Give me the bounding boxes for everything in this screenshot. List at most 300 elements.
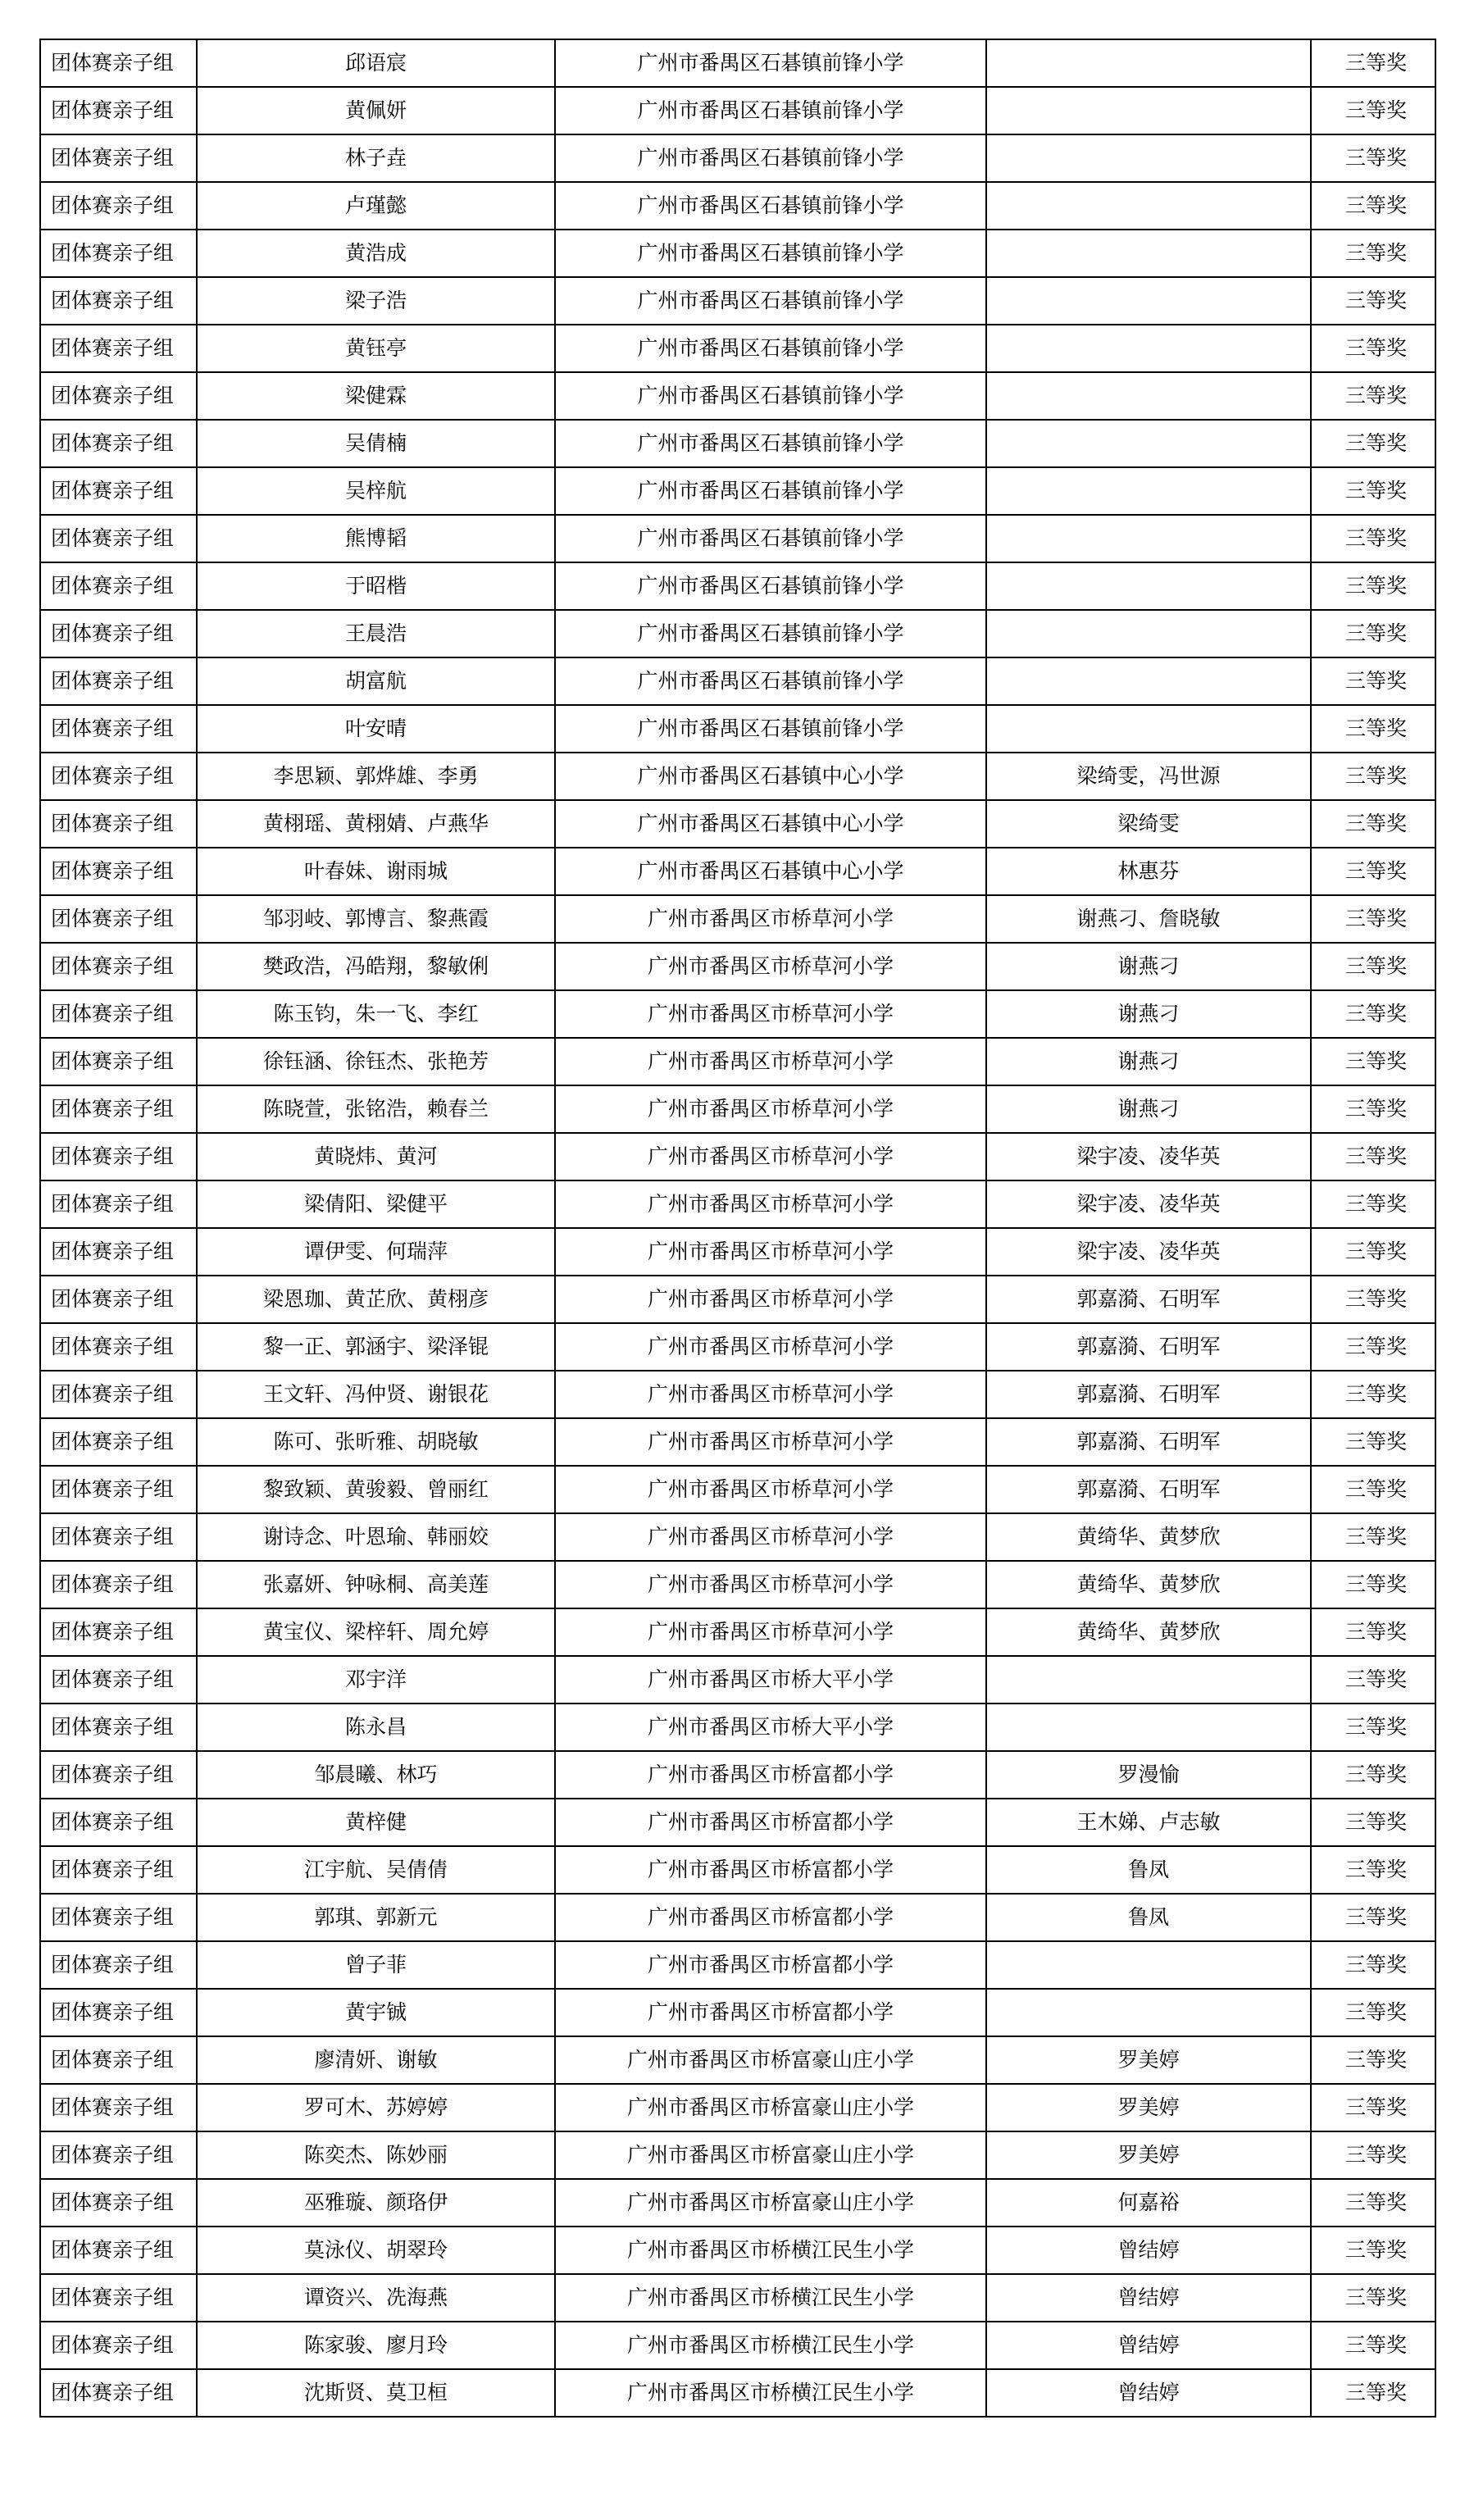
table-row [40,467,1435,515]
group-cell: 团体赛亲子组 [40,1656,197,1704]
teacher-cell: 梁宇凌、凌华英 [986,1180,1311,1228]
school-cell: 广州市番禺区市桥富都小学 [555,1751,986,1799]
teacher-cell: 郭嘉漪、石明军 [986,1323,1311,1371]
award-cell: 三等奖 [1311,1466,1435,1513]
school-cell: 广州市番禺区市桥富都小学 [555,1799,986,1846]
group-cell: 团体赛亲子组 [40,2322,197,2369]
teacher-cell: 谢燕刁 [986,990,1311,1038]
teacher-cell [986,657,1311,705]
group-cell: 团体赛亲子组 [40,1038,197,1085]
participant-names-cell: 陈永昌 [197,1704,555,1751]
participant-names-cell: 吴倩楠 [197,420,555,467]
group-cell: 团体赛亲子组 [40,2131,197,2179]
school-cell: 广州市番禺区市桥草河小学 [555,943,986,990]
award-cell: 三等奖 [1311,943,1435,990]
school-cell: 广州市番禺区市桥草河小学 [555,1038,986,1085]
school-cell: 广州市番禺区市桥大平小学 [555,1656,986,1704]
school-cell: 广州市番禺区市桥草河小学 [555,1180,986,1228]
award-cell: 三等奖 [1311,39,1435,87]
school-cell: 广州市番禺区市桥草河小学 [555,1085,986,1133]
group-cell: 团体赛亲子组 [40,1133,197,1180]
group-cell: 团体赛亲子组 [40,39,197,87]
table-row [40,87,1435,134]
table-row [40,325,1435,372]
table-row [40,610,1435,657]
group-cell: 团体赛亲子组 [40,753,197,800]
group-cell: 团体赛亲子组 [40,1276,197,1323]
teacher-cell [986,1656,1311,1704]
group-cell: 团体赛亲子组 [40,1180,197,1228]
teacher-cell [986,39,1311,87]
teacher-cell: 梁宇凌、凌华英 [986,1133,1311,1180]
school-cell: 广州市番禺区市桥草河小学 [555,1418,986,1466]
participant-names-cell: 邹羽岐、郭博言、黎燕霞 [197,895,555,943]
teacher-cell [986,182,1311,230]
teacher-cell: 谢燕刁 [986,1085,1311,1133]
group-cell: 团体赛亲子组 [40,1085,197,1133]
table-row [40,420,1435,467]
table-row [40,1656,1435,1704]
award-cell: 三等奖 [1311,87,1435,134]
participant-names-cell: 巫雅璇、颜珞伊 [197,2179,555,2227]
table-row [40,1704,1435,1751]
award-cell: 三等奖 [1311,848,1435,895]
table-row [40,1038,1435,1085]
teacher-cell: 罗美婷 [986,2036,1311,2084]
award-cell: 三等奖 [1311,420,1435,467]
school-cell: 广州市番禺区石碁镇前锋小学 [555,562,986,610]
award-cell: 三等奖 [1311,1799,1435,1846]
group-cell: 团体赛亲子组 [40,325,197,372]
participant-names-cell: 黄晓炜、黄河 [197,1133,555,1180]
teacher-cell: 郭嘉漪、石明军 [986,1466,1311,1513]
school-cell: 广州市番禺区市桥富豪山庄小学 [555,2131,986,2179]
teacher-cell: 罗美婷 [986,2131,1311,2179]
teacher-cell [986,277,1311,325]
teacher-cell: 谢燕刁 [986,1038,1311,1085]
participant-names-cell: 罗可木、苏婷婷 [197,2084,555,2131]
table-row [40,753,1435,800]
table-row [40,1228,1435,1276]
teacher-cell: 郭嘉漪、石明军 [986,1276,1311,1323]
group-cell: 团体赛亲子组 [40,2036,197,2084]
school-cell: 广州市番禺区市桥横江民生小学 [555,2369,986,2417]
group-cell: 团体赛亲子组 [40,2274,197,2322]
table-row [40,1371,1435,1418]
award-cell: 三等奖 [1311,1656,1435,1704]
school-cell: 广州市番禺区石碁镇中心小学 [555,753,986,800]
award-cell: 三等奖 [1311,1846,1435,1894]
award-cell: 三等奖 [1311,2322,1435,2369]
table-row [40,2131,1435,2179]
group-cell: 团体赛亲子组 [40,1894,197,1941]
table-row [40,1561,1435,1608]
school-cell: 广州市番禺区市桥草河小学 [555,1608,986,1656]
table-row [40,1894,1435,1941]
participant-names-cell: 叶安晴 [197,705,555,753]
participant-names-cell: 卢瑾懿 [197,182,555,230]
participant-names-cell: 熊博韬 [197,515,555,562]
participant-names-cell: 林子垚 [197,134,555,182]
teacher-cell: 何嘉裕 [986,2179,1311,2227]
school-cell: 广州市番禺区石碁镇前锋小学 [555,134,986,182]
group-cell: 团体赛亲子组 [40,848,197,895]
teacher-cell: 曾结婷 [986,2227,1311,2274]
participant-names-cell: 叶春妹、谢雨城 [197,848,555,895]
group-cell: 团体赛亲子组 [40,2084,197,2131]
table-row [40,848,1435,895]
teacher-cell: 曾结婷 [986,2322,1311,2369]
school-cell: 广州市番禺区石碁镇前锋小学 [555,87,986,134]
group-cell: 团体赛亲子组 [40,1323,197,1371]
award-cell: 三等奖 [1311,1323,1435,1371]
group-cell: 团体赛亲子组 [40,610,197,657]
teacher-cell [986,1941,1311,1989]
school-cell: 广州市番禺区市桥富都小学 [555,1846,986,1894]
school-cell: 广州市番禺区市桥横江民生小学 [555,2227,986,2274]
participant-names-cell: 王晨浩 [197,610,555,657]
table-row [40,1085,1435,1133]
participant-names-cell: 李思颖、郭烨雄、李勇 [197,753,555,800]
table-row [40,657,1435,705]
award-cell: 三等奖 [1311,2369,1435,2417]
teacher-cell: 罗美婷 [986,2084,1311,2131]
school-cell: 广州市番禺区石碁镇前锋小学 [555,467,986,515]
table-row [40,1513,1435,1561]
participant-names-cell: 梁子浩 [197,277,555,325]
table-row [40,895,1435,943]
participant-names-cell: 郭琪、郭新元 [197,1894,555,1941]
group-cell: 团体赛亲子组 [40,467,197,515]
award-cell: 三等奖 [1311,2227,1435,2274]
school-cell: 广州市番禺区市桥横江民生小学 [555,2322,986,2369]
group-cell: 团体赛亲子组 [40,1941,197,1989]
participant-names-cell: 谢诗念、叶恩瑜、韩丽姣 [197,1513,555,1561]
table-row [40,1799,1435,1846]
award-cell: 三等奖 [1311,657,1435,705]
participant-names-cell: 黎致颖、黄骏毅、曾丽红 [197,1466,555,1513]
table-row [40,1276,1435,1323]
table-row [40,2227,1435,2274]
participant-names-cell: 莫泳仪、胡翠玲 [197,2227,555,2274]
school-cell: 广州市番禺区市桥草河小学 [555,1466,986,1513]
award-cell: 三等奖 [1311,1989,1435,2036]
participant-names-cell: 陈可、张昕雅、胡晓敏 [197,1418,555,1466]
table-row [40,1989,1435,2036]
group-cell: 团体赛亲子组 [40,2369,197,2417]
awards-table-body [40,39,1435,2417]
table-row [40,1846,1435,1894]
participant-names-cell: 陈晓萱，张铭浩，赖春兰 [197,1085,555,1133]
group-cell: 团体赛亲子组 [40,2227,197,2274]
school-cell: 广州市番禺区石碁镇前锋小学 [555,372,986,420]
table-row [40,1608,1435,1656]
participant-names-cell: 黄栩瑶、黄栩婧、卢燕华 [197,800,555,848]
table-row [40,705,1435,753]
teacher-cell [986,1704,1311,1751]
school-cell: 广州市番禺区石碁镇前锋小学 [555,182,986,230]
table-row [40,943,1435,990]
participant-names-cell: 陈家骏、廖月玲 [197,2322,555,2369]
group-cell: 团体赛亲子组 [40,1371,197,1418]
participant-names-cell: 邓宇洋 [197,1656,555,1704]
award-cell: 三等奖 [1311,753,1435,800]
school-cell: 广州市番禺区市桥草河小学 [555,1133,986,1180]
teacher-cell [986,420,1311,467]
teacher-cell [986,87,1311,134]
school-cell: 广州市番禺区市桥草河小学 [555,1371,986,1418]
participant-names-cell: 黄浩成 [197,230,555,277]
teacher-cell [986,610,1311,657]
school-cell: 广州市番禺区市桥草河小学 [555,895,986,943]
participant-names-cell: 黄钰亭 [197,325,555,372]
group-cell: 团体赛亲子组 [40,1513,197,1561]
teacher-cell: 曾结婷 [986,2274,1311,2322]
participant-names-cell: 曾子菲 [197,1941,555,1989]
table-row [40,2179,1435,2227]
table-row [40,1751,1435,1799]
group-cell: 团体赛亲子组 [40,1989,197,2036]
table-row [40,1466,1435,1513]
teacher-cell [986,325,1311,372]
participant-names-cell: 陈奕杰、陈妙丽 [197,2131,555,2179]
group-cell: 团体赛亲子组 [40,230,197,277]
group-cell: 团体赛亲子组 [40,1418,197,1466]
group-cell: 团体赛亲子组 [40,943,197,990]
award-cell: 三等奖 [1311,1704,1435,1751]
school-cell: 广州市番禺区石碁镇中心小学 [555,848,986,895]
school-cell: 广州市番禺区市桥大平小学 [555,1704,986,1751]
table-row [40,277,1435,325]
table-row [40,230,1435,277]
group-cell: 团体赛亲子组 [40,1466,197,1513]
school-cell: 广州市番禺区市桥富豪山庄小学 [555,2084,986,2131]
school-cell: 广州市番禺区市桥草河小学 [555,990,986,1038]
award-cell: 三等奖 [1311,277,1435,325]
school-cell: 广州市番禺区石碁镇前锋小学 [555,657,986,705]
participant-names-cell: 陈玉钧，朱一飞、李红 [197,990,555,1038]
school-cell: 广州市番禺区石碁镇中心小学 [555,800,986,848]
school-cell: 广州市番禺区石碁镇前锋小学 [555,705,986,753]
award-cell: 三等奖 [1311,2179,1435,2227]
award-cell: 三等奖 [1311,1561,1435,1608]
group-cell: 团体赛亲子组 [40,1561,197,1608]
award-cell: 三等奖 [1311,990,1435,1038]
award-cell: 三等奖 [1311,1180,1435,1228]
award-cell: 三等奖 [1311,325,1435,372]
school-cell: 广州市番禺区市桥富豪山庄小学 [555,2036,986,2084]
group-cell: 团体赛亲子组 [40,87,197,134]
participant-names-cell: 黎一正、郭涵宇、梁泽锟 [197,1323,555,1371]
participant-names-cell: 张嘉妍、钟咏桐、高美莲 [197,1561,555,1608]
teacher-cell [986,562,1311,610]
school-cell: 广州市番禺区市桥富豪山庄小学 [555,2179,986,2227]
award-cell: 三等奖 [1311,1038,1435,1085]
table-row [40,2084,1435,2131]
award-cell: 三等奖 [1311,372,1435,420]
group-cell: 团体赛亲子组 [40,1608,197,1656]
table-row [40,2322,1435,2369]
group-cell: 团体赛亲子组 [40,895,197,943]
participant-names-cell: 于昭楷 [197,562,555,610]
table-row [40,182,1435,230]
school-cell: 广州市番禺区石碁镇前锋小学 [555,610,986,657]
group-cell: 团体赛亲子组 [40,420,197,467]
teacher-cell: 黄绮华、黄梦欣 [986,1561,1311,1608]
school-cell: 广州市番禺区市桥富都小学 [555,1894,986,1941]
participant-names-cell: 徐钰涵、徐钰杰、张艳芳 [197,1038,555,1085]
group-cell: 团体赛亲子组 [40,657,197,705]
award-cell: 三等奖 [1311,1751,1435,1799]
participant-names-cell: 胡富航 [197,657,555,705]
table-row [40,990,1435,1038]
award-cell: 三等奖 [1311,1418,1435,1466]
teacher-cell [986,467,1311,515]
award-cell: 三等奖 [1311,2084,1435,2131]
award-cell: 三等奖 [1311,1513,1435,1561]
award-cell: 三等奖 [1311,230,1435,277]
participant-names-cell: 黄宝仪、梁梓轩、周允婷 [197,1608,555,1656]
group-cell: 团体赛亲子组 [40,1228,197,1276]
participant-names-cell: 沈斯贤、莫卫桓 [197,2369,555,2417]
award-cell: 三等奖 [1311,2036,1435,2084]
group-cell: 团体赛亲子组 [40,990,197,1038]
award-cell: 三等奖 [1311,2274,1435,2322]
school-cell: 广州市番禺区市桥横江民生小学 [555,2274,986,2322]
teacher-cell [986,230,1311,277]
table-row [40,2369,1435,2417]
school-cell: 广州市番禺区石碁镇前锋小学 [555,325,986,372]
teacher-cell: 曾结婷 [986,2369,1311,2417]
teacher-cell: 梁宇凌、凌华英 [986,1228,1311,1276]
participant-names-cell: 梁健霖 [197,372,555,420]
teacher-cell [986,705,1311,753]
group-cell: 团体赛亲子组 [40,705,197,753]
participant-names-cell: 黄佩妍 [197,87,555,134]
awards-table [39,39,1436,2418]
school-cell: 广州市番禺区石碁镇前锋小学 [555,39,986,87]
award-cell: 三等奖 [1311,1133,1435,1180]
teacher-cell: 郭嘉漪、石明军 [986,1418,1311,1466]
teacher-cell: 梁绮雯 [986,800,1311,848]
school-cell: 广州市番禺区市桥草河小学 [555,1228,986,1276]
teacher-cell: 王木娣、卢志敏 [986,1799,1311,1846]
teacher-cell: 黄绮华、黄梦欣 [986,1608,1311,1656]
award-cell: 三等奖 [1311,895,1435,943]
group-cell: 团体赛亲子组 [40,2179,197,2227]
table-row [40,372,1435,420]
table-row [40,515,1435,562]
award-cell: 三等奖 [1311,134,1435,182]
school-cell: 广州市番禺区石碁镇前锋小学 [555,230,986,277]
participant-names-cell: 谭资兴、冼海燕 [197,2274,555,2322]
group-cell: 团体赛亲子组 [40,372,197,420]
table-row [40,2274,1435,2322]
group-cell: 团体赛亲子组 [40,515,197,562]
teacher-cell: 鲁凤 [986,1846,1311,1894]
teacher-cell [986,134,1311,182]
award-cell: 三等奖 [1311,182,1435,230]
participant-names-cell: 吴梓航 [197,467,555,515]
table-row [40,1133,1435,1180]
teacher-cell: 梁绮雯，冯世源 [986,753,1311,800]
participant-names-cell: 梁倩阳、梁健平 [197,1180,555,1228]
participant-names-cell: 王文轩、冯仲贤、谢银花 [197,1371,555,1418]
table-row [40,2036,1435,2084]
award-cell: 三等奖 [1311,2131,1435,2179]
table-row [40,1323,1435,1371]
table-row [40,1418,1435,1466]
teacher-cell: 鲁凤 [986,1894,1311,1941]
award-cell: 三等奖 [1311,1228,1435,1276]
award-cell: 三等奖 [1311,610,1435,657]
table-row [40,134,1435,182]
award-cell: 三等奖 [1311,467,1435,515]
teacher-cell: 谢燕刁、詹晓敏 [986,895,1311,943]
group-cell: 团体赛亲子组 [40,562,197,610]
award-cell: 三等奖 [1311,1085,1435,1133]
teacher-cell [986,372,1311,420]
group-cell: 团体赛亲子组 [40,134,197,182]
teacher-cell: 谢燕刁 [986,943,1311,990]
participant-names-cell: 梁恩珈、黄芷欣、黄栩彦 [197,1276,555,1323]
participant-names-cell: 廖清妍、谢敏 [197,2036,555,2084]
school-cell: 广州市番禺区石碁镇前锋小学 [555,420,986,467]
award-cell: 三等奖 [1311,1608,1435,1656]
school-cell: 广州市番禺区市桥草河小学 [555,1513,986,1561]
table-row [40,800,1435,848]
participant-names-cell: 谭伊雯、何瑞萍 [197,1228,555,1276]
award-cell: 三等奖 [1311,1941,1435,1989]
teacher-cell: 黄绮华、黄梦欣 [986,1513,1311,1561]
award-cell: 三等奖 [1311,562,1435,610]
table-row [40,562,1435,610]
award-cell: 三等奖 [1311,800,1435,848]
teacher-cell: 林惠芬 [986,848,1311,895]
school-cell: 广州市番禺区市桥草河小学 [555,1276,986,1323]
participant-names-cell: 黄梓健 [197,1799,555,1846]
participant-names-cell: 邱语宸 [197,39,555,87]
table-row [40,39,1435,87]
award-cell: 三等奖 [1311,705,1435,753]
teacher-cell [986,515,1311,562]
participant-names-cell: 樊政浩，冯皓翔，黎敏俐 [197,943,555,990]
participant-names-cell: 邹晨曦、林巧 [197,1751,555,1799]
award-cell: 三等奖 [1311,1894,1435,1941]
teacher-cell: 郭嘉漪、石明军 [986,1371,1311,1418]
table-row [40,1180,1435,1228]
teacher-cell [986,1989,1311,2036]
participant-names-cell: 江宇航、吴倩倩 [197,1846,555,1894]
group-cell: 团体赛亲子组 [40,1846,197,1894]
table-row [40,1941,1435,1989]
teacher-cell: 罗漫愉 [986,1751,1311,1799]
participant-names-cell: 黄宇铖 [197,1989,555,2036]
group-cell: 团体赛亲子组 [40,1751,197,1799]
school-cell: 广州市番禺区市桥富都小学 [555,1989,986,2036]
award-cell: 三等奖 [1311,515,1435,562]
group-cell: 团体赛亲子组 [40,800,197,848]
group-cell: 团体赛亲子组 [40,277,197,325]
school-cell: 广州市番禺区市桥富都小学 [555,1941,986,1989]
school-cell: 广州市番禺区石碁镇前锋小学 [555,277,986,325]
school-cell: 广州市番禺区市桥草河小学 [555,1561,986,1608]
award-cell: 三等奖 [1311,1276,1435,1323]
group-cell: 团体赛亲子组 [40,182,197,230]
group-cell: 团体赛亲子组 [40,1799,197,1846]
school-cell: 广州市番禺区石碁镇前锋小学 [555,515,986,562]
group-cell: 团体赛亲子组 [40,1704,197,1751]
